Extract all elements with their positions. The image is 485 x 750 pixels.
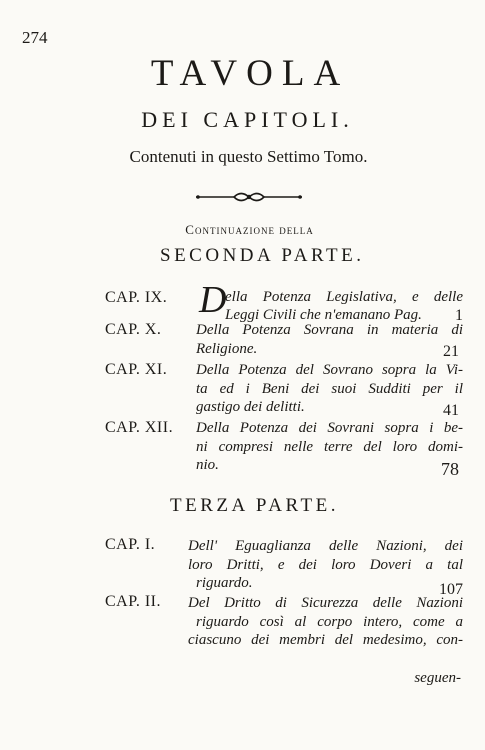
chapter-title [196,419,463,475]
chapter-title-line: ta ed i Beni dei suoi Sudditi per il [196,380,463,397]
catchword: seguen- [414,670,461,686]
part-heading-terza: TERZA PARTE. [170,495,339,516]
chapter-title [188,594,463,650]
part-heading-seconda: SECONDA PARTE. [160,245,365,266]
page-subtitle: DEI CAPITOLI. [141,107,354,132]
chapter-page-ref: 21 [443,343,459,360]
contents-line: Contenuti in questo Settimo Tomo. [129,147,368,166]
page-title: TAVOLA [150,53,350,94]
chapter-label: CAP. II. [105,593,162,610]
chapter-title-line: loro Dritti, e dei loro Doveri a tal [188,556,463,573]
ornament-divider-icon [194,190,304,204]
chapter-title-line: Della Potenza dei Sovrani sopra i be- [196,420,463,436]
chapter-title [196,361,463,417]
chapter-title-line: riguardo. [196,575,253,591]
chapter-page-ref: 78 [441,459,459,479]
chapter-title-line: Religione. [196,340,258,357]
chapter-title-line: ella Potenza Legislativa, e delle [225,289,463,305]
page-number: 274 [22,28,48,47]
chapter-title-line: Dell' Eguaglianza delle Nazioni, dei [188,538,463,554]
chapter-label: CAP. IX. [105,289,168,306]
chapter-label: CAP. XII. [105,419,174,436]
chapter-title-line: Del Dritto di Sicurezza delle Nazioni [188,595,463,611]
chapter-title-line: nio. [196,457,219,473]
continuation-label: Continuazione della [185,222,314,237]
chapter-title-line: Della Potenza Sovrana in materia di [196,322,463,338]
chapter-label: CAP. I. [105,536,156,553]
chapter-title-line: riguardo così al corpo intero, come a [196,613,463,630]
chapter-label: CAP. XI. [105,361,168,378]
chapter-title [196,321,463,358]
chapter-page-ref: 41 [443,402,459,419]
chapter-title-line: Leggi Civili che n'emanano Pag. [225,307,422,323]
chapter-title [188,537,463,593]
chapter-title-line: gastigo dei delitti. [196,399,305,415]
chapter-title-line: ni compresi nelle terre del loro domi- [196,438,463,455]
chapter-label: CAP. X. [105,321,162,338]
drop-cap: D [199,279,227,321]
chapter-title-line: Della Potenza del Sovrano sopra la Vi- [196,362,463,378]
chapter-title [225,288,463,307]
chapter-title-line: ciascuno dei membri del medesimo, con- [188,632,463,648]
chapter-page-ref: 107 [439,581,463,598]
chapter-page-ref: 1 [455,307,463,324]
